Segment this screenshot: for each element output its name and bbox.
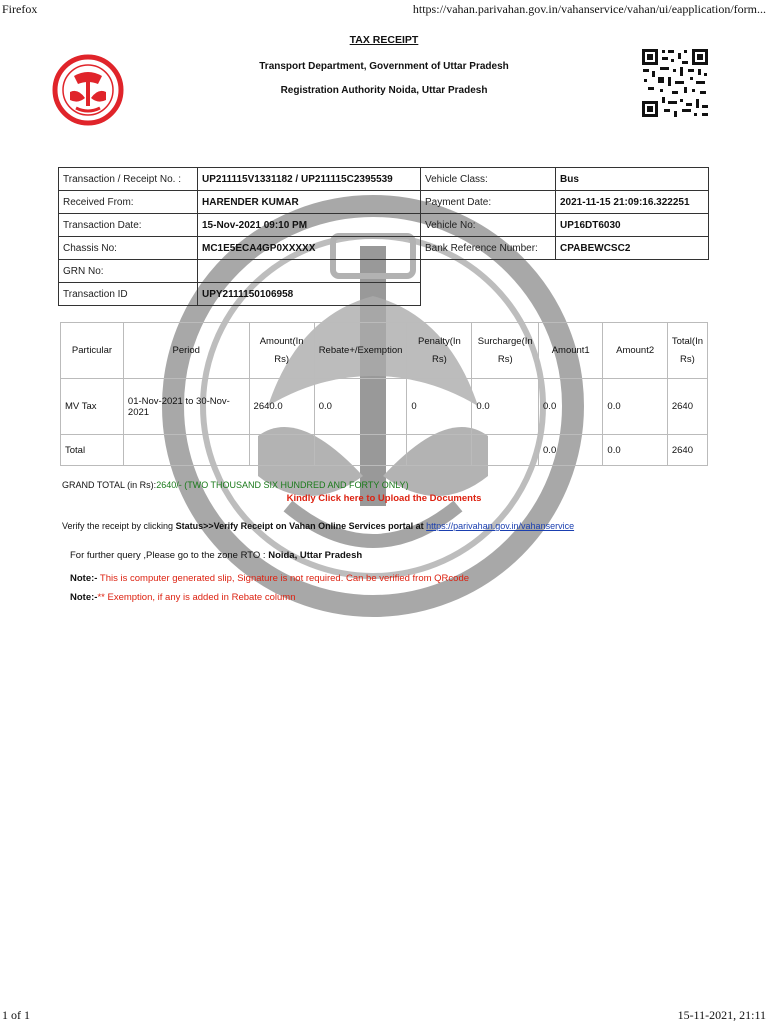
verify-receipt-text	[62, 521, 574, 531]
info-row	[59, 214, 709, 237]
row-amount1: 0.0	[539, 379, 603, 435]
transaction-id-value: UPY2111150106958	[198, 283, 421, 306]
total-total: 2640	[667, 435, 707, 466]
chassis-no-label: Chassis No:	[59, 237, 198, 260]
receipt-no-label: Transaction / Receipt No. :	[59, 168, 198, 191]
vahan-portal-link[interactable]: https://parivahan.gov.in/vahanservice	[426, 521, 575, 531]
col-period: Period	[123, 323, 249, 379]
row-amount2: 0.0	[603, 379, 667, 435]
vehicle-no-value: UP16DT6030	[556, 214, 709, 237]
verify-prefix: Verify the receipt by clicking	[62, 521, 176, 531]
verify-instruction: Status>>Verify Receipt on Vahan Online Services portal at	[175, 521, 427, 531]
info-row	[59, 168, 709, 191]
transaction-info-table	[58, 167, 709, 306]
col-penalty: Penalty(In Rs)	[407, 323, 472, 379]
grand-total	[62, 480, 409, 490]
row-penalty: 0	[407, 379, 472, 435]
total-amount2: 0.0	[603, 435, 667, 466]
tax-details-table	[60, 322, 708, 466]
bank-ref-label: Bank Reference Number:	[421, 237, 556, 260]
col-total: Total(In Rs)	[667, 323, 707, 379]
query-rto: Noida, Uttar Pradesh	[268, 550, 363, 561]
received-from-label: Received From:	[59, 191, 198, 214]
vehicle-class-label: Vehicle Class:	[421, 168, 556, 191]
col-amount1: Amount1	[539, 323, 603, 379]
note1-text: This is computer generated slip, Signature is not required. Can be verified from QRcode	[97, 573, 470, 584]
print-url: https://vahan.parivahan.gov.in/vahanservice/vahan/ui/eapplication/form...	[412, 2, 766, 16]
transaction-date-label: Transaction Date:	[59, 214, 198, 237]
table-row	[61, 379, 708, 435]
row-rebate: 0.0	[314, 379, 407, 435]
grn-no-label: GRN No:	[59, 260, 198, 283]
query-text	[70, 550, 362, 561]
vehicle-class-value: Bus	[556, 168, 709, 191]
qr-code	[640, 47, 710, 119]
payment-date-value: 2021-11-15 21:09:16.322251	[556, 191, 709, 214]
tax-header-row	[61, 323, 708, 379]
receipt-no-value: UP211115V1331182 / UP211115C2395539	[198, 168, 421, 191]
transaction-date-value: 15-Nov-2021 09:10 PM	[198, 214, 421, 237]
info-row	[59, 237, 709, 260]
grand-total-label: GRAND TOTAL (in Rs):	[62, 480, 157, 490]
col-surcharge: Surcharge(In Rs)	[472, 323, 539, 379]
row-amount: 2640.0	[249, 379, 314, 435]
row-total: 2640	[667, 379, 707, 435]
empty-cell	[421, 260, 709, 306]
col-rebate: Rebate+/Exemption	[314, 323, 407, 379]
transaction-id-label: Transaction ID	[59, 283, 198, 306]
department-name: Transport Department, Government of Uttar Pradesh	[259, 61, 509, 72]
bank-ref-value: CPABEWCSC2	[556, 237, 709, 260]
grn-no-value	[198, 260, 421, 283]
total-row	[61, 435, 708, 466]
col-particular: Particular	[61, 323, 124, 379]
col-amount: Amount(In Rs)	[249, 323, 314, 379]
receipt-title: TAX RECEIPT	[349, 34, 419, 46]
total-amount1: 0.0	[539, 435, 603, 466]
registration-authority: Registration Authority Noida, Uttar Pradesh	[280, 85, 488, 96]
upload-documents-link[interactable]: Kindly Click here to Upload the Documents	[286, 493, 482, 504]
note2-text: ** Exemption, if any is added in Rebate column	[97, 592, 296, 603]
note1-label: Note:-	[70, 573, 98, 584]
note-computer-generated	[70, 573, 469, 584]
info-row	[59, 260, 709, 283]
payment-date-label: Payment Date:	[421, 191, 556, 214]
received-from-value: HARENDER KUMAR	[198, 191, 421, 214]
grand-total-value: 2640/- (TWO THOUSAND SIX HUNDRED AND FORTY ONLY)	[156, 480, 409, 490]
print-datetime: 15-11-2021, 21:11	[677, 1008, 766, 1022]
print-page-number: 1 of 1	[2, 1008, 30, 1022]
note-exemption	[70, 592, 295, 603]
chassis-no-value: MC1E5ECA4GP0XXXXX	[198, 237, 421, 260]
vehicle-no-label: Vehicle No:	[421, 214, 556, 237]
total-label: Total	[61, 435, 124, 466]
row-surcharge: 0.0	[472, 379, 539, 435]
info-row	[59, 191, 709, 214]
query-prefix: For further query ,Please go to the zone RTO :	[70, 550, 269, 561]
note2-label: Note:-	[70, 592, 98, 603]
row-period: 01-Nov-2021 to 30-Nov-2021	[123, 379, 249, 435]
print-app-name: Firefox	[2, 2, 38, 16]
col-amount2: Amount2	[603, 323, 667, 379]
row-particular: MV Tax	[61, 379, 124, 435]
